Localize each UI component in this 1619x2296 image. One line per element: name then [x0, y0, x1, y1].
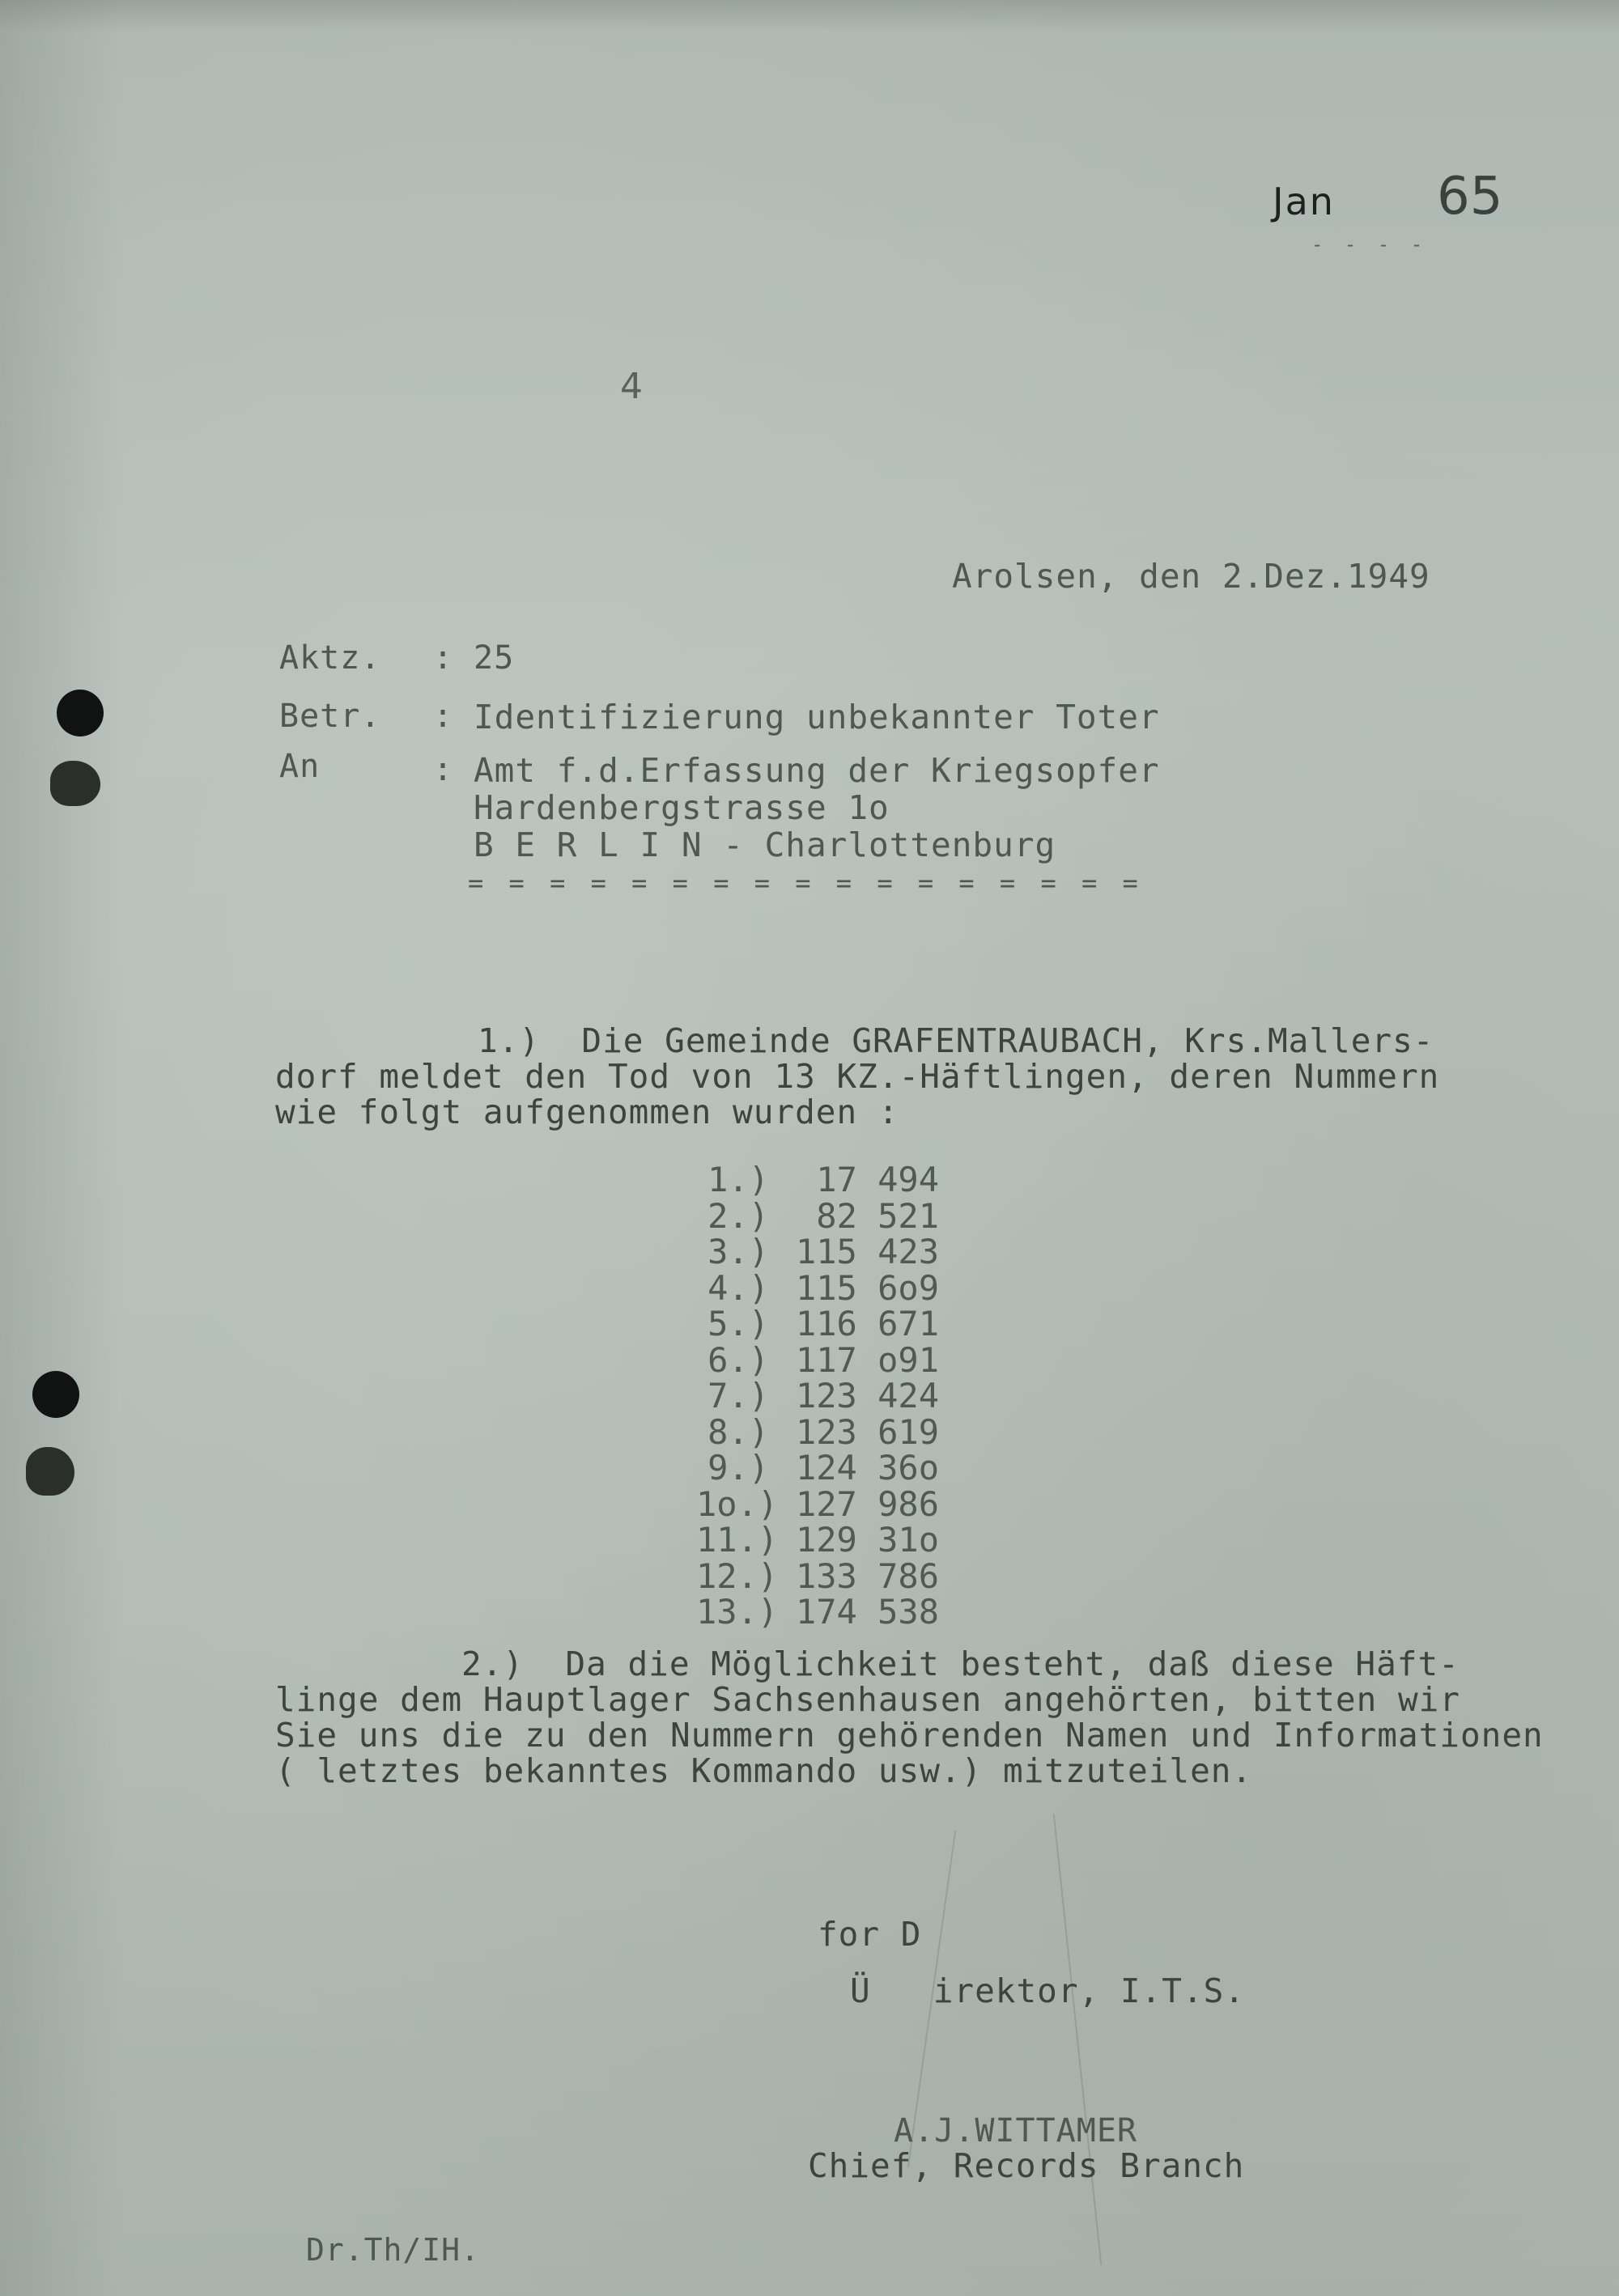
place-date: Arolsen, den 2.Dez.1949	[952, 557, 1430, 596]
list-item-index: 6.)	[708, 1339, 769, 1380]
list-item-index: 8.)	[708, 1411, 769, 1452]
stamp-dashes: - - - -	[1311, 233, 1428, 256]
page-number: 4	[620, 366, 643, 407]
paragraph-1-line-2: dorf meldet den Tod von 13 KZ.-Häftlingen, deren Nummern	[275, 1057, 1440, 1096]
meta-value-an: Amt f.d.Erfassung der Kriegsopfer	[474, 751, 1160, 790]
list-item	[696, 1411, 939, 1452]
signatory-name: A.J.WITTAMER	[894, 2112, 1137, 2150]
list-item-index: 11.)	[696, 1520, 779, 1560]
punch-hole	[32, 1371, 79, 1418]
list-item-number: 115 423	[795, 1232, 939, 1271]
paragraph-1-line-3: wie folgt aufgenommen wurden :	[275, 1093, 899, 1131]
list-item	[696, 1267, 939, 1308]
paragraph-1-line-1: 1.) Die Gemeinde GRAFENTRAUBACH, Krs.Mallers-	[478, 1021, 1434, 1060]
stamp-mark: Jan	[1273, 180, 1335, 223]
torn-punch-hole	[26, 1447, 74, 1496]
closing-line-1: for D	[818, 1915, 922, 1954]
list-item-index: 13.)	[696, 1592, 779, 1632]
list-item-index: 4.)	[708, 1267, 769, 1308]
meta-sep-betr: :	[433, 698, 454, 735]
list-item	[696, 1339, 939, 1380]
meta-sep-aktz: :	[433, 639, 454, 677]
list-item-number: 116 671	[795, 1304, 939, 1343]
meta-label-betr: Betr.	[279, 698, 381, 735]
page-edge-shadow	[0, 0, 121, 2296]
meta-label-an: An	[279, 748, 321, 785]
list-item-number: 133 786	[795, 1555, 939, 1596]
list-item	[696, 1555, 939, 1596]
list-item-number: 115 6o9	[795, 1267, 939, 1308]
list-item-number: 129 31o	[795, 1520, 939, 1560]
list-item-index: 3.)	[708, 1232, 769, 1271]
list-item	[696, 1483, 939, 1524]
address-street: Hardenbergstrasse 1o	[474, 788, 890, 827]
meta-label-aktz: Aktz.	[279, 639, 381, 677]
list-item-index: 1.)	[708, 1160, 769, 1199]
list-item-number: 82 521	[816, 1195, 939, 1236]
address-city: B E R L I N - Charlottenburg	[474, 825, 1056, 864]
punch-hole	[57, 690, 104, 736]
list-item	[696, 1195, 939, 1236]
list-item-number: 123 619	[795, 1411, 939, 1452]
list-item	[696, 1594, 939, 1631]
page-top-shadow	[0, 0, 1619, 32]
meta-sep-an: :	[433, 751, 454, 788]
list-item-number: 117 o91	[795, 1339, 939, 1380]
meta-value-aktz: 25	[474, 639, 515, 677]
prisoner-number-list	[696, 1162, 939, 1631]
list-item-number: 124 36o	[795, 1448, 939, 1488]
list-item	[696, 1522, 939, 1559]
paragraph-2-line-3: Sie uns die zu den Nummern gehörenden Namen und Informationen	[275, 1716, 1544, 1755]
paragraph-2-line-4: ( letztes bekanntes Kommando usw.) mitzuteilen.	[275, 1751, 1253, 1790]
list-item-index: 9.)	[708, 1448, 769, 1488]
paper-crease	[1053, 1814, 1103, 2264]
list-item-index: 7.)	[708, 1376, 769, 1415]
stamp-number: 65	[1437, 167, 1503, 227]
list-item-index: 5.)	[708, 1304, 769, 1343]
list-item	[696, 1450, 939, 1487]
meta-value-betr: Identifizierung unbekannter Toter	[474, 698, 1160, 736]
list-item-number: 17 494	[816, 1160, 939, 1199]
list-item	[696, 1378, 939, 1415]
list-item-index: 1o.)	[696, 1483, 779, 1524]
list-item	[696, 1306, 939, 1343]
address-underline: = = = = = = = = = = = = = = = = =	[468, 868, 1143, 898]
paragraph-2-line-2: linge dem Hauptlager Sachsenhausen angehörten, bitten wir	[275, 1680, 1460, 1719]
paragraph-2-line-1: 2.) Da die Möglichkeit besteht, daß diese Häft-	[461, 1645, 1460, 1683]
list-item	[696, 1162, 939, 1199]
list-item-number: 123 424	[795, 1376, 939, 1415]
signatory-title: Chief, Records Branch	[808, 2146, 1245, 2185]
list-item-number: 127 986	[795, 1483, 939, 1524]
list-item	[696, 1234, 939, 1271]
reference-initials: Dr.Th/IH.	[306, 2232, 480, 2268]
list-item-index: 2.)	[708, 1195, 769, 1236]
closing-line-2: Ü irektor, I.T.S.	[850, 1971, 1245, 2010]
list-item-index: 12.)	[696, 1555, 779, 1596]
list-item-number: 174 538	[795, 1592, 939, 1632]
torn-punch-hole	[50, 761, 100, 806]
